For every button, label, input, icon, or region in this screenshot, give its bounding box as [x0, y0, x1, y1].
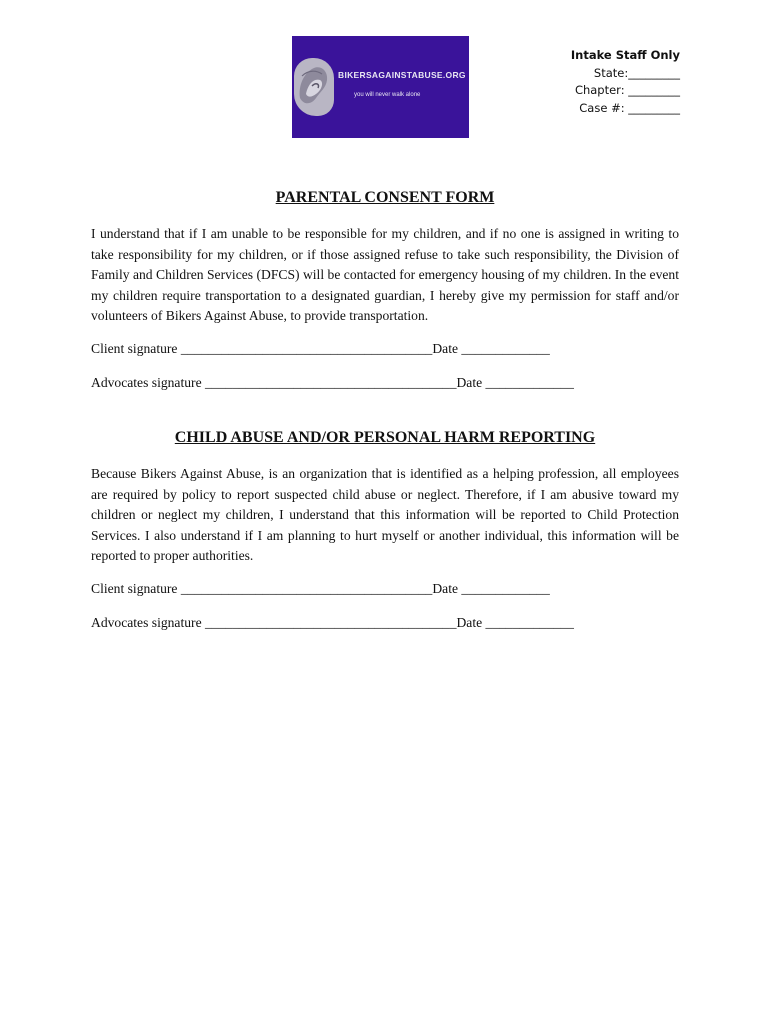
intake-heading: Intake Staff Only [570, 48, 680, 62]
parental-consent-title: PARENTAL CONSENT FORM [275, 189, 495, 206]
child-abuse-reporting-title: CHILD ABUSE AND/OR PERSONAL HARM REPORTING [174, 429, 596, 446]
logo-tagline: you will never walk alone [354, 92, 421, 98]
case-number-field: Case #: _________ [579, 100, 680, 115]
state-field: State:_________ [593, 65, 680, 80]
advocate-signature-line-1: Advocates signature _____________________________________Date _____________ [91, 375, 574, 390]
client-signature-line-1: Client signature _____________________________________Date _____________ [91, 341, 550, 356]
organization-logo [292, 36, 469, 138]
hands-icon [294, 58, 334, 116]
consent-paragraph: I understand that if I am unable to be responsible for my children, and if no one is assigned in writing to take responsibility for my children, or if those assigned refuse to take such responsibility, the Division of Family and Children Services (DFCS) will be contacted for emergency housing of my children. In the event my children require transportation to a designated guardian, I hereby give my permission for staff and/or volunteers of Bikers Against Abuse, to provide transportation. [91, 226, 679, 324]
logo-site-text: BIKERSAGAINSTABUSE.ORG [338, 70, 466, 80]
chapter-field: Chapter: _________ [574, 83, 680, 97]
reporting-paragraph: Because Bikers Against Abuse, is an organization that is identified as a helping profession, all employees are required by policy to report suspected child abuse or neglect. Therefore, if I am abusive toward my children or neglect my children, I understand that this information will be reported to Child Protection Services. I also understand if I am planning to hurt myself or another individual, this information will be reported to proper authorities. [91, 466, 679, 564]
intake-staff-box [571, 47, 680, 117]
advocate-signature-line-2: Advocates signature _____________________________________Date _____________ [91, 615, 574, 630]
client-signature-line-2: Client signature _____________________________________Date _____________ [91, 581, 550, 596]
